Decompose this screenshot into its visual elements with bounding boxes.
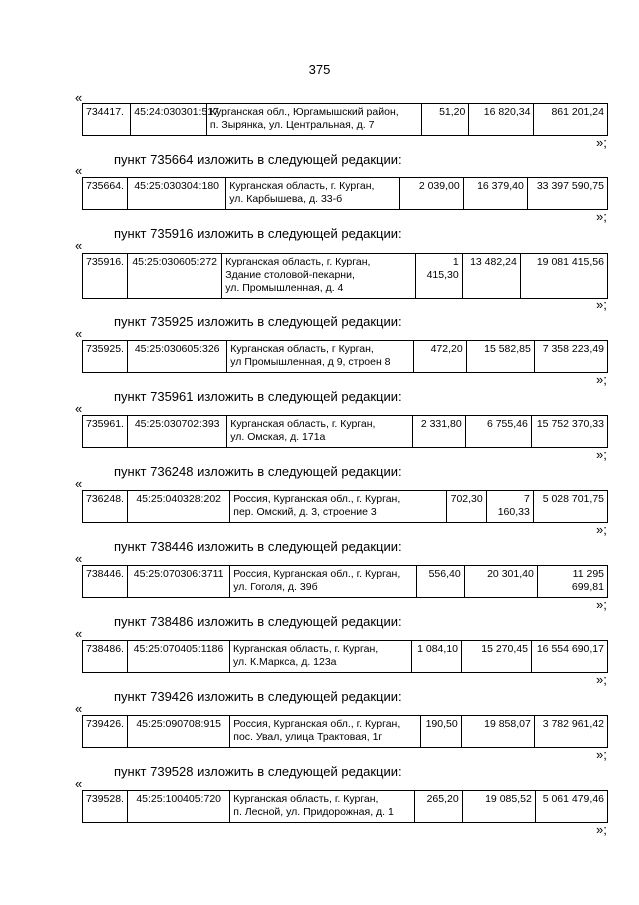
address-line: Россия, Курганская обл., г. Курган,: [233, 718, 401, 730]
area: 702,30: [446, 491, 486, 523]
cadastral-number: 45:25:030605:272: [128, 254, 222, 299]
closing-quote: »;: [596, 822, 607, 837]
address: [230, 791, 414, 823]
closing-quote: »;: [596, 209, 607, 224]
total-value: 11 295 699,81: [537, 566, 607, 598]
address-line: ул. Карбышева, д. 33-б: [229, 193, 343, 205]
closing-quote: »;: [596, 522, 607, 537]
address: [230, 641, 412, 673]
address: [222, 254, 415, 299]
area: 556,40: [416, 566, 464, 598]
cadastral-number: 45:25:090708:915: [128, 716, 230, 748]
opening-quote: «: [75, 776, 83, 791]
total-value: 861 201,24: [534, 104, 608, 136]
total-value: 5 028 701,75: [533, 491, 607, 523]
opening-quote: «: [75, 163, 83, 178]
table-row: [83, 491, 608, 523]
registry-table: [82, 340, 608, 373]
address-line: Россия, Курганская обл., г. Курган,: [233, 568, 401, 580]
opening-quote: «: [75, 701, 83, 716]
table-row: [83, 254, 608, 299]
opening-quote: «: [75, 626, 83, 641]
address: [226, 178, 399, 210]
address: [206, 104, 421, 136]
address-line: ул. К.Маркса, д. 123а: [233, 656, 337, 668]
address-line: Курганская область, г. Курган,: [229, 180, 375, 192]
table-row: [83, 641, 608, 673]
amendment-instruction: пункт 735664 изложить в следующей редакции:: [114, 152, 402, 167]
cadastral-number: 45:25:040328:202: [128, 491, 230, 523]
address-line: ул. Омская, д. 171а: [230, 431, 326, 443]
amendment-instruction: пункт 735916 изложить в следующей редакции:: [114, 226, 402, 241]
table-row: [83, 716, 608, 748]
address-line: Курганская область, г Курган,: [230, 343, 374, 355]
amendment-instruction: пункт 736248 изложить в следующей редакции:: [114, 464, 402, 479]
closing-quote: »;: [596, 297, 607, 312]
closing-quote: »;: [596, 135, 607, 150]
registry-table: [82, 715, 608, 748]
closing-quote: »;: [596, 672, 607, 687]
cadastral-number: 45:25:070306:3711: [128, 566, 230, 598]
unit-value: 13 482,24: [462, 254, 520, 299]
opening-quote: «: [75, 326, 83, 341]
total-value: 19 081 415,56: [520, 254, 607, 299]
unit-value: 15 270,45: [462, 641, 532, 673]
page-number: 375: [308, 62, 331, 77]
amendment-instruction: пункт 738446 изложить в следующей редакции:: [114, 539, 402, 554]
area: 1 084,10: [412, 641, 462, 673]
table-row: [83, 178, 608, 210]
table-row: [83, 791, 608, 823]
closing-quote: »;: [596, 747, 607, 762]
row-number: 736248.: [83, 491, 128, 523]
total-value: 15 752 370,33: [531, 416, 607, 448]
registry-table: [82, 790, 608, 823]
address-line: ул Промышленная, д 9, строен 8: [230, 356, 391, 368]
address-line: ул. Промышленная, д. 4: [225, 282, 344, 294]
address: [230, 716, 420, 748]
unit-value: 19 085,52: [462, 791, 535, 823]
opening-quote: «: [75, 551, 83, 566]
unit-value: 7 160,33: [486, 491, 533, 523]
amendment-instruction: пункт 735961 изложить в следующей редакции:: [114, 389, 402, 404]
address: [227, 416, 412, 448]
address-line: Курганская область, г. Курган,: [233, 793, 379, 805]
table-row: [83, 566, 608, 598]
registry-table: [82, 177, 608, 210]
total-value: 33 397 590,75: [527, 178, 607, 210]
table-row: [83, 341, 608, 373]
area: 2 039,00: [399, 178, 463, 210]
row-number: 735925.: [83, 341, 128, 373]
cadastral-number: 45:24:030301:517: [131, 104, 207, 136]
cadastral-number: 45:25:030702:393: [128, 416, 227, 448]
unit-value: 15 582,85: [466, 341, 534, 373]
row-number: 735664.: [83, 178, 128, 210]
address-line: Курганская область, г. Курган,: [230, 418, 376, 430]
row-number: 739528.: [83, 791, 128, 823]
area: 2 331,80: [412, 416, 465, 448]
total-value: 5 061 479,46: [535, 791, 607, 823]
address-line: ул. Гоголя, д. 39б: [233, 581, 318, 593]
registry-table: [82, 565, 608, 598]
registry-table: [82, 253, 608, 299]
closing-quote: »;: [596, 372, 607, 387]
amendment-instruction: пункт 735925 изложить в следующей редакции:: [114, 314, 402, 329]
opening-quote: «: [75, 476, 83, 491]
cadastral-number: 45:25:100405:720: [128, 791, 230, 823]
address-line: пос. Увал, улица Трактовая, 1г: [233, 731, 383, 743]
amendment-instruction: пункт 739528 изложить в следующей редакции:: [114, 764, 402, 779]
address-line: п. Зырянка, ул. Центральная, д. 7: [209, 119, 375, 131]
area: 265,20: [414, 791, 462, 823]
address-line: Курганская область, г. Курган,: [233, 643, 379, 655]
unit-value: 16 379,40: [463, 178, 527, 210]
address: [227, 341, 413, 373]
address-line: Курганская область, г. Курган,: [225, 256, 371, 268]
unit-value: 19 858,07: [461, 716, 534, 748]
area: 51,20: [422, 104, 469, 136]
area: 1 415,30: [415, 254, 462, 299]
unit-value: 16 820,34: [469, 104, 534, 136]
opening-quote: «: [75, 238, 83, 253]
cadastral-number: 45:25:070405:1186: [128, 641, 230, 673]
row-number: 739426.: [83, 716, 128, 748]
row-number: 738446.: [83, 566, 128, 598]
row-number: 734417.: [83, 104, 131, 136]
registry-table: [82, 415, 608, 448]
address: [230, 491, 446, 523]
table-row: [83, 104, 608, 136]
area: 472,20: [413, 341, 466, 373]
total-value: 7 358 223,49: [534, 341, 607, 373]
table-row: [83, 416, 608, 448]
opening-quote: «: [75, 401, 83, 416]
address-line: Курганская обл., Юргамышский район,: [209, 106, 399, 118]
amendment-instruction: пункт 738486 изложить в следующей редакции:: [114, 614, 402, 629]
registry-table: [82, 490, 608, 523]
area: 190,50: [420, 716, 461, 748]
row-number: 735961.: [83, 416, 128, 448]
total-value: 16 554 690,17: [532, 641, 608, 673]
registry-table: [82, 640, 608, 673]
closing-quote: »;: [596, 597, 607, 612]
unit-value: 6 755,46: [465, 416, 531, 448]
address-line: пер. Омский, д. 3, строение 3: [233, 506, 377, 518]
unit-value: 20 301,40: [464, 566, 537, 598]
closing-quote: »;: [596, 447, 607, 462]
cadastral-number: 45:25:030605:326: [128, 341, 227, 373]
address-line: п. Лесной, ул. Придорожная, д. 1: [233, 806, 394, 818]
row-number: 738486.: [83, 641, 128, 673]
opening-quote: «: [75, 90, 83, 105]
total-value: 3 782 961,42: [534, 716, 607, 748]
cadastral-number: 45:25:030304:180: [128, 178, 226, 210]
row-number: 735916.: [83, 254, 128, 299]
address: [230, 566, 416, 598]
registry-table: [82, 103, 608, 136]
amendment-instruction: пункт 739426 изложить в следующей редакции:: [114, 689, 402, 704]
address-line: Здание столовой-пекарни,: [225, 269, 355, 281]
address-line: Россия, Курганская обл., г. Курган,: [233, 493, 401, 505]
